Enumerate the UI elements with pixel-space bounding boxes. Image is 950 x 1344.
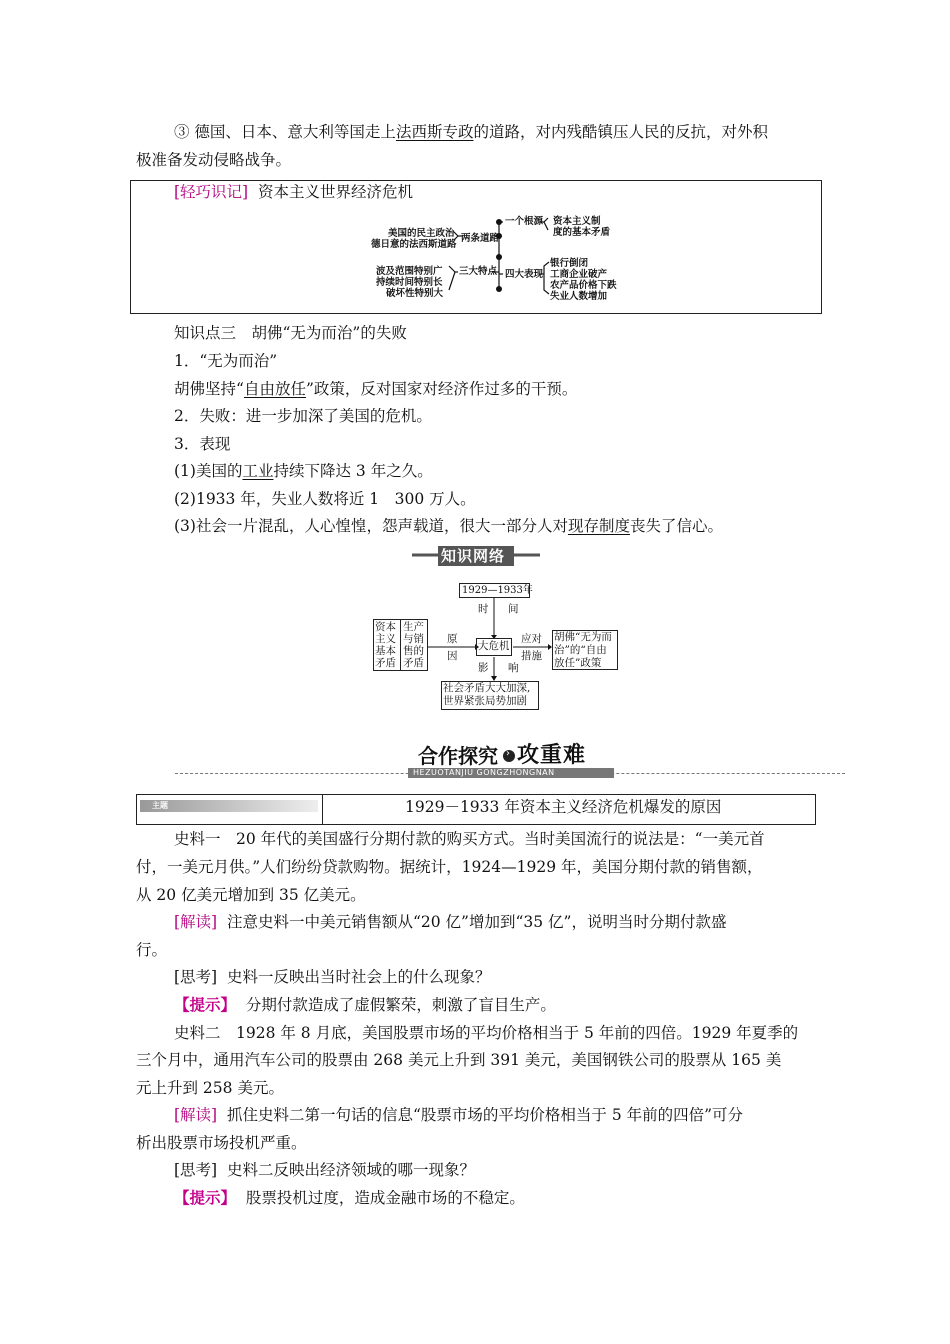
network-banner: 知识网络 (441, 547, 506, 565)
paragraph-line: 行。 (136, 941, 168, 959)
theme-title: 1929－1933 年资本主义经济危机爆发的原因 (405, 798, 722, 816)
text-run: 丧失了信心。 (629, 517, 723, 535)
section-heading: 知识点三 胡佛“无为而治”的失败 (174, 324, 407, 342)
paragraph-line: 析出股票市场投机严重。 (136, 1134, 307, 1152)
paragraph-line (174, 966, 490, 988)
network-measure-text: 胡佛“无为而 (554, 631, 612, 643)
interpret-tag: [解读] (174, 1106, 218, 1124)
section-title-part-a: 合作探究 (418, 744, 498, 768)
paragraph-line: 从 20 亿美元增加到 35 亿美元。 (136, 886, 366, 904)
network-edge-label: 时 (478, 603, 489, 615)
text-run: 注意史料一中美元销售额从“20 亿”增加到“35 亿”，说明当时分期付款盛 (226, 913, 727, 931)
paragraph-line (174, 1159, 475, 1181)
paragraph-line: 史料二 1928 年 8 月底，美国股票市场的平均价格相当于 5 年前的四倍。1929 年夏季的 (174, 1024, 799, 1042)
paragraph-line (174, 1187, 525, 1209)
network-cause-text: 与销 (403, 633, 424, 645)
network-edge-label: 措施 (521, 650, 542, 662)
theme-table-divider (322, 794, 323, 825)
paragraph-line (174, 1104, 743, 1126)
diagram-label: 两条道路 (461, 233, 500, 244)
hint-tag: 【提示】 (174, 995, 237, 1014)
network-edge-label: 间 (508, 603, 519, 615)
text-run: 史料二反映出经济领域的哪一现象？ (226, 1161, 475, 1179)
hint-tag: 【提示】 (174, 1188, 237, 1207)
text-run: (1)美国的 (174, 462, 243, 480)
paragraph-line: 元上升到 258 美元。 (136, 1079, 284, 1097)
paragraph-line (174, 911, 726, 933)
network-edge-label: 原 (447, 633, 458, 645)
diagram-label: 银行倒闭 (550, 258, 589, 269)
network-cause-text: 售的 (403, 645, 424, 657)
diagram-label: 破坏性特别大 (386, 288, 444, 299)
text-run: 抓住史料二第一句话的信息“股票市场的平均价格相当于 5 年前的四倍”可分 (226, 1106, 744, 1124)
network-edge-label: 应对 (521, 633, 542, 645)
network-edge-label: 影 (478, 662, 489, 674)
text-run: ③ 德国、日本、意大利等国走上 (174, 123, 396, 141)
network-center-label: 大危机 (478, 640, 510, 652)
diagram-label: 度的基本矛盾 (553, 227, 611, 238)
network-cause-text: 基本 (375, 645, 396, 657)
think-tag: [思考] (174, 968, 218, 986)
text-run: 股票投机过度，造成金融市场的不稳定。 (245, 1189, 525, 1207)
diagram-label: 工商企业破产 (550, 269, 608, 280)
text-run: 分期付款造成了虚假繁荣，刺激了盲目生产。 (245, 996, 556, 1014)
section-pinyin: HEZUOTANJIU GONGZHONGNAN (413, 768, 555, 777)
memory-tag: [轻巧识记] (174, 183, 249, 201)
theme-tag: 主题 (152, 800, 168, 810)
text-run: 持续下降达 3 年之久。 (273, 462, 433, 480)
diagram-label: 德日意的法西斯道路 (371, 239, 457, 250)
diagram-label: 持续时间特别长 (376, 277, 443, 288)
network-edge-label: 因 (447, 650, 458, 662)
paragraph-line: 极准备发动侵略战争。 (136, 151, 292, 169)
underlined-term: 工业 (242, 462, 274, 480)
paragraph-line: 付，一美元月供。”人们纷纷贷款购物。据统计，1924—1929 年，美国分期付款的销售额， (136, 858, 763, 876)
underlined-term: 法西斯专政 (395, 123, 474, 141)
diagram-label: 资本主义制 (553, 216, 601, 227)
text-run: ”政策，反对国家对经济作过多的干预。 (305, 380, 578, 398)
network-year-label: 1929—1933年 (462, 585, 533, 596)
network-measure-text: 放任”政策 (554, 657, 602, 669)
paragraph-line: (2)1933 年，失业人数将近 1 300 万人。 (174, 490, 476, 508)
diagram-label: 美国的民主政治 (388, 228, 455, 239)
paragraph-line: 三个月中，通用汽车公司的股票由 268 美元上升到 391 美元，美国钢铁公司的股票从 165 美 (136, 1051, 782, 1069)
subheading: 1．“无为而治” (174, 352, 278, 370)
network-cause-text: 主义 (375, 633, 396, 645)
arrow-icon: › (503, 750, 515, 762)
network-cause-text: 矛盾 (375, 657, 396, 669)
diagram-label: 失业人数增加 (550, 291, 608, 302)
diagram-label: 波及范围特别广 (376, 266, 443, 277)
subheading: 2．失败：进一步加深了美国的危机。 (174, 407, 432, 425)
text-run: 的道路，对内残酷镇压人民的反抗，对外积 (473, 123, 768, 141)
text-run: 胡佛坚持“ (174, 380, 244, 398)
diagram-label: 一个根源 (505, 216, 544, 227)
subheading: 3．表现 (174, 435, 231, 453)
network-impact-text: 社会矛盾大大加深, (443, 682, 531, 694)
underlined-term: 自由放任 (243, 380, 306, 398)
section-title-part-b: 攻重难 (517, 742, 587, 768)
network-cause-text: 资本 (375, 621, 396, 633)
interpret-tag: [解读] (174, 913, 218, 931)
underlined-term: 现存制度 (567, 517, 630, 535)
diagram-label: 三大特点 (459, 266, 498, 277)
network-edge-label: 响 (508, 662, 519, 674)
network-cause-text: 矛盾 (403, 657, 424, 669)
paragraph-line: 史料一 20 年代的美国盛行分期付款的购买方式。当时美国流行的说法是：“一美元首 (174, 830, 765, 848)
network-divider (400, 619, 401, 671)
think-tag: [思考] (174, 1161, 218, 1179)
text-run: 史料一反映出当时社会上的什么现象？ (226, 968, 491, 986)
diagram-label: 四大表现 (505, 269, 544, 280)
memory-title: 资本主义世界经济危机 (257, 183, 413, 201)
network-cause-text: 生产 (403, 621, 424, 633)
paragraph-line (174, 994, 556, 1016)
diagram-label: 农产品价格下跌 (550, 280, 617, 291)
network-measure-text: 治”的“自由 (554, 644, 607, 656)
text-run: (3)社会一片混乱，人心惶惶，怨声载道，很大一部分人对 (174, 517, 568, 535)
network-impact-text: 世界紧张局势加剧 (443, 695, 527, 707)
